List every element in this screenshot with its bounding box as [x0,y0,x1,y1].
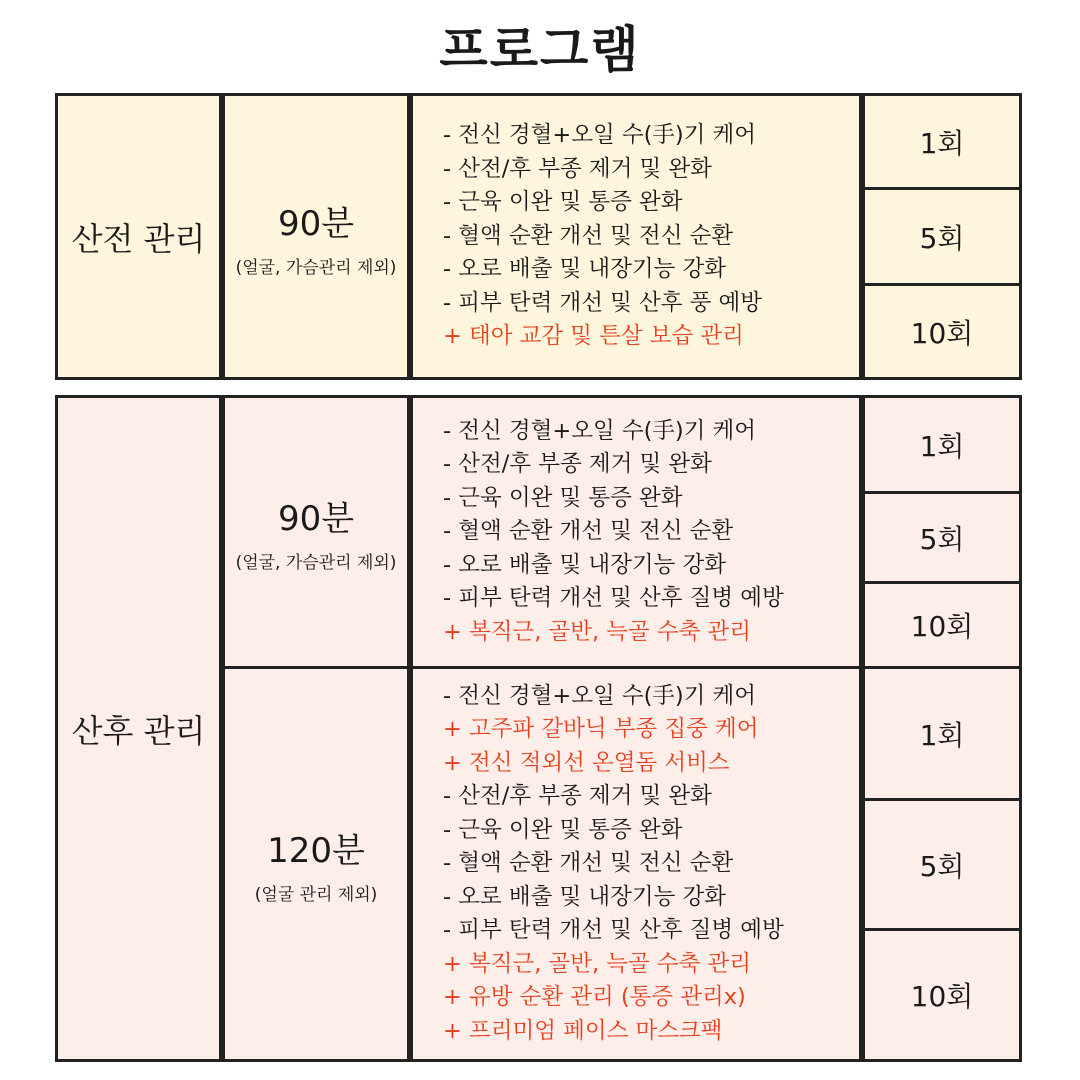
category-postnatal [55,395,222,1062]
session-count-cell [862,666,1022,801]
session-count-cell [862,928,1022,1062]
session-count: 10회 [910,980,974,1013]
program-item-highlight: + 고주파 갈바닉 부종 집중 케어 [443,716,759,743]
session-count: 1회 [919,718,965,752]
session-count: 5회 [919,849,965,883]
duration-cell [222,93,410,380]
category-label: 산전 관리 [71,219,206,258]
session-count-cell [862,187,1022,286]
program-item: - 오로 배출 및 내장기능 강화 [443,883,726,910]
session-count-cell [862,581,1022,669]
duration-note: (얼굴, 가슴관리 제외) [235,553,397,573]
program-item-list [410,395,862,669]
program-item-highlight: + 복직근, 골반, 늑골 수축 관리 [443,950,752,977]
session-count: 1회 [919,429,965,463]
session-count: 10회 [910,316,974,350]
session-count: 5회 [919,221,965,255]
program-item: - 전신 경혈+오일 수(手)기 케어 [443,682,756,709]
program-item: - 산전/후 부종 제거 및 완화 [443,155,712,182]
program-item: - 전신 경혈+오일 수(手)기 케어 [443,122,756,149]
program-item-highlight: + 프리미엄 페이스 마스크팩 [443,1017,723,1044]
program-item: - 오로 배출 및 내장기능 강화 [443,256,726,283]
page-title: 프로그램 [439,21,641,79]
category-label: 산후 관리 [71,711,206,750]
duration-note: (얼굴, 가슴관리 제외) [235,257,397,278]
duration-label: 90분 [277,499,355,539]
program-item: - 근육 이완 및 통증 완화 [443,816,683,843]
program-item: - 혈액 순환 개선 및 전신 순환 [443,222,734,249]
program-item: - 피부 탄력 개선 및 산후 풍 예방 [443,289,763,316]
program-item-highlight: + 전신 적외선 온열돔 서비스 [443,749,730,776]
duration-cell [222,666,410,1062]
program-item: - 전신 경혈+오일 수(手)기 케어 [443,417,756,444]
program-item-list [410,666,862,1062]
program-item: - 피부 탄력 개선 및 산후 질병 예방 [443,917,784,944]
session-count-cell [862,283,1022,380]
session-count-cell [862,491,1022,584]
program-item: - 오로 배출 및 내장기능 강화 [443,551,726,578]
program-item-highlight: + 유방 순환 관리 (통증 관리x) [443,984,746,1011]
program-item: - 근육 이완 및 통증 완화 [443,484,683,511]
program-item-highlight: + 태아 교감 및 튼살 보습 관리 [443,323,744,350]
duration-note: (얼굴 관리 제외) [254,885,378,905]
session-count-cell [862,798,1022,931]
duration-label: 120분 [267,831,365,871]
session-count-cell [862,395,1022,494]
program-item: - 혈액 순환 개선 및 전신 순환 [443,850,734,877]
program-item: - 혈액 순환 개선 및 전신 순환 [443,518,734,545]
session-count: 1회 [919,126,965,160]
duration-label: 90분 [277,203,355,244]
program-item-list [410,93,862,380]
duration-cell [222,395,410,669]
program-item: - 산전/후 부종 제거 및 완화 [443,451,712,478]
program-item: - 피부 탄력 개선 및 산후 질병 예방 [443,585,784,612]
category-prenatal [55,93,222,380]
session-count-cell [862,93,1022,190]
program-item: - 근육 이완 및 통증 완화 [443,189,683,216]
session-count: 10회 [910,610,974,643]
program-item: - 산전/후 부종 제거 및 완화 [443,783,712,810]
program-item-highlight: + 복직근, 골반, 늑골 수축 관리 [443,618,752,645]
session-count: 5회 [919,522,965,556]
